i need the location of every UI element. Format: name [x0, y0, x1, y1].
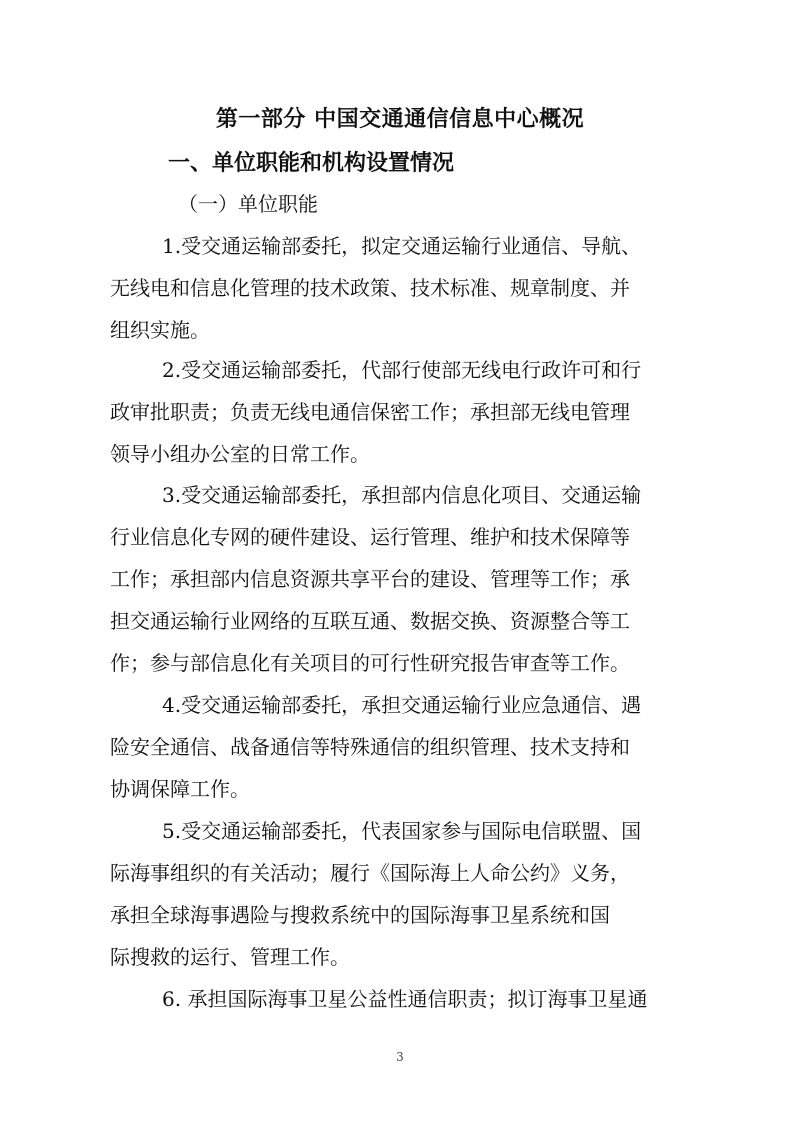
subsection-heading: （一）单位职能 [178, 192, 318, 216]
paragraph-line: 协调保障工作。 [110, 777, 250, 801]
paragraph-line: 5.受交通运输部委托，代表国家参与国际电信联盟、国 [162, 819, 642, 843]
paragraph-line: 担交通运输行业网络的互联互通、数据交换、资源整合等工 [110, 609, 630, 633]
paragraph-2 [110, 349, 710, 475]
section-heading: 一、单位职能和机构设置情况 [168, 151, 455, 176]
paragraph-line: 行业信息化专网的硬件建设、运行管理、维护和技术保障等 [110, 525, 630, 549]
paragraph-4 [110, 684, 710, 810]
paragraph-line: 1.受交通运输部委托，拟定交通运输行业通信、导航、 [162, 234, 642, 258]
paragraph-line: 2.受交通运输部委托，代部行使部无线电行政许可和行 [162, 358, 642, 382]
paragraph-line: 承担全球海事遇险与搜救系统中的国际海事卫星系统和国 [110, 903, 610, 927]
paragraph-line: 险安全通信、战备通信等特殊通信的组织管理、技术支持和 [110, 735, 630, 759]
paragraph-1 [110, 225, 710, 351]
paragraph-line: 工作；承担部内信息资源共享平台的建设、管理等工作；承 [110, 567, 630, 591]
paragraph-line: 际搜救的运行、管理工作。 [110, 945, 350, 969]
paragraph-3 [110, 474, 710, 684]
paragraph-line: 6. 承担国际海事卫星公益性通信职责；拟订海事卫星通 [162, 987, 648, 1011]
paragraph-line: 际海事组织的有关活动；履行《国际海上人命公约》义务， [110, 861, 630, 885]
page-number: 3 [396, 1050, 404, 1064]
paragraph-line: 3.受交通运输部委托，承担部内信息化项目、交通运输 [162, 483, 642, 507]
paragraph-line: 作；参与部信息化有关项目的可行性研究报告审查等工作。 [110, 651, 630, 675]
paragraph-line: 组织实施。 [110, 318, 210, 342]
paragraph-line: 领导小组办公室的日常工作。 [110, 442, 370, 466]
paragraph-6 [110, 978, 710, 1020]
paragraph-5 [110, 810, 710, 978]
paragraph-line: 4.受交通运输部委托，承担交通运输行业应急通信、遇 [162, 693, 642, 717]
document-title: 第一部分 中国交通通信信息中心概况 [215, 107, 585, 132]
paragraph-line: 政审批职责；负责无线电通信保密工作；承担部无线电管理 [110, 400, 630, 424]
paragraph-line: 无线电和信息化管理的技术政策、技术标准、规章制度、并 [110, 276, 630, 300]
